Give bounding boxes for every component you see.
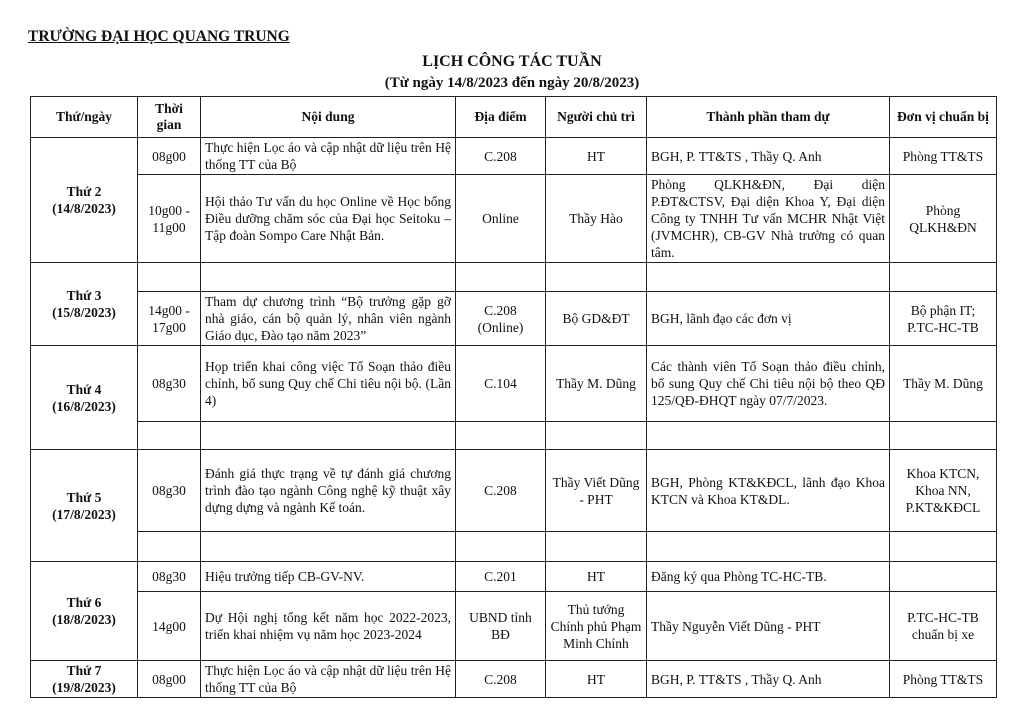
table-row bbox=[31, 138, 997, 175]
header-day: Thứ/ngày bbox=[31, 97, 138, 138]
table-row bbox=[31, 532, 997, 562]
host-cell: Thầy M. Dũng bbox=[546, 346, 647, 422]
table-row bbox=[31, 346, 997, 422]
place-cell bbox=[456, 532, 546, 562]
attendees-cell: BGH, P. TT&TS , Thầy Q. Anh bbox=[647, 138, 890, 175]
table-row bbox=[31, 562, 997, 592]
place-cell: C.208 bbox=[456, 138, 546, 175]
day-cell bbox=[31, 138, 138, 263]
day-name: Thứ 5 bbox=[66, 489, 102, 505]
prep-cell bbox=[890, 532, 997, 562]
day-date: (14/8/2023) bbox=[52, 201, 116, 216]
place-cell: C.104 bbox=[456, 346, 546, 422]
host-cell: Thầy Hào bbox=[546, 175, 647, 263]
table-row bbox=[31, 263, 997, 292]
prep-cell: P.TC-HC-TB chuẩn bị xe bbox=[890, 592, 997, 661]
prep-cell: Thầy M. Dũng bbox=[890, 346, 997, 422]
prep-cell bbox=[890, 263, 997, 292]
attendees-cell: BGH, lãnh đạo các đơn vị bbox=[647, 292, 890, 346]
time-cell: 08g30 bbox=[138, 346, 201, 422]
host-cell: HT bbox=[546, 562, 647, 592]
time-cell: 14g00 - 17g00 bbox=[138, 292, 201, 346]
day-date: (18/8/2023) bbox=[52, 612, 116, 627]
attendees-cell: Thầy Nguyễn Viết Dũng - PHT bbox=[647, 592, 890, 661]
attendees-cell: BGH, P. TT&TS , Thầy Q. Anh bbox=[647, 661, 890, 698]
table-row bbox=[31, 292, 997, 346]
table-row bbox=[31, 592, 997, 661]
host-cell: HT bbox=[546, 138, 647, 175]
content-cell: Họp triển khai công việc Tổ Soạn thảo điều chỉnh, bổ sung Quy chế Chi tiêu nội bộ. (Lần 4) bbox=[201, 346, 456, 422]
host-cell bbox=[546, 422, 647, 450]
header-prep: Đơn vị chuẩn bị bbox=[890, 97, 997, 138]
place-cell: C.208 bbox=[456, 450, 546, 532]
time-cell bbox=[138, 532, 201, 562]
attendees-cell bbox=[647, 532, 890, 562]
day-cell bbox=[31, 661, 138, 698]
content-cell bbox=[201, 263, 456, 292]
attendees-cell bbox=[647, 263, 890, 292]
place-cell bbox=[456, 263, 546, 292]
content-cell: Tham dự chương trình “Bộ trưởng gặp gỡ nhà giáo, cán bộ quản lý, nhân viên ngành Giáo dục, Đào tạo năm 2023” bbox=[201, 292, 456, 346]
host-cell: Bộ GD&ĐT bbox=[546, 292, 647, 346]
content-cell: Hiệu trưởng tiếp CB-GV-NV. bbox=[201, 562, 456, 592]
table-row bbox=[31, 175, 997, 263]
host-cell bbox=[546, 532, 647, 562]
day-name: Thứ 3 bbox=[66, 288, 102, 303]
day-name: Thứ 2 bbox=[66, 184, 102, 199]
host-cell: Thủ tướng Chính phủ Phạm Minh Chính bbox=[546, 592, 647, 661]
school-name: TRƯỜNG ĐẠI HỌC QUANG TRUNG bbox=[28, 28, 290, 45]
prep-cell: Khoa KTCN, Khoa NN, P.KT&KĐCL bbox=[890, 450, 997, 532]
place-cell: UBND tỉnh BĐ bbox=[456, 592, 546, 661]
place-cell: Online bbox=[456, 175, 546, 263]
time-cell bbox=[138, 422, 201, 450]
prep-cell: Phòng TT&TS bbox=[890, 138, 997, 175]
header-place: Địa điểm bbox=[456, 97, 546, 138]
day-name: Thứ 7 bbox=[66, 663, 102, 678]
time-cell: 08g00 bbox=[138, 138, 201, 175]
content-cell bbox=[201, 532, 456, 562]
attendees-cell: Phòng QLKH&ĐN, Đại diện P.ĐT&CTSV, Đại diện Khoa Y, Đại diện Công ty TNHH Tư vấn MCHR Nhật Việt (JVMCHR), CB-GV Nhà trường có quan tâm. bbox=[647, 175, 890, 263]
host-cell: Thầy Viết Dũng - PHT bbox=[546, 450, 647, 532]
schedule-table bbox=[30, 96, 997, 698]
time-cell: 08g00 bbox=[138, 661, 201, 698]
time-cell: 14g00 bbox=[138, 592, 201, 661]
attendees-cell: Các thành viên Tổ Soạn thảo điều chỉnh, bổ sung Quy chế Chi tiêu nội bộ theo QĐ 125/QĐ-ĐHQT ngày 07/7/2023. bbox=[647, 346, 890, 422]
header-host: Người chủ trì bbox=[546, 97, 647, 138]
day-cell bbox=[31, 263, 138, 346]
day-name: Thứ 4 bbox=[66, 381, 102, 397]
content-cell: Thực hiện Lọc áo và cập nhật dữ liệu trên Hệ thống TT của Bộ bbox=[201, 138, 456, 175]
header-content: Nội dung bbox=[201, 97, 456, 138]
day-cell bbox=[31, 450, 138, 562]
place-cell: C.208 (Online) bbox=[456, 292, 546, 346]
prep-cell bbox=[890, 422, 997, 450]
content-cell: Hội thảo Tư vấn du học Online về Học bổng Điều dưỡng chăm sóc của Đại học Seitoku – Tập đoàn Sompo Care Nhật Bản. bbox=[201, 175, 456, 263]
place-cell bbox=[456, 422, 546, 450]
page-title: LỊCH CÔNG TÁC TUẦN bbox=[422, 53, 602, 70]
table-row bbox=[31, 450, 997, 532]
header-attendees: Thành phần tham dự bbox=[647, 97, 890, 138]
place-cell: C.201 bbox=[456, 562, 546, 592]
content-cell: Đánh giá thực trạng về tự đánh giá chương trình đào tạo ngành Công nghệ kỹ thuật xây dựng dựng và ngành Kế toán. bbox=[201, 450, 456, 532]
attendees-cell: BGH, Phòng KT&KĐCL, lãnh đạo Khoa KTCN và Khoa KT&DL. bbox=[647, 450, 890, 532]
day-date: (15/8/2023) bbox=[52, 305, 116, 320]
attendees-cell bbox=[647, 422, 890, 450]
header-row bbox=[31, 97, 997, 138]
prep-cell bbox=[890, 562, 997, 592]
content-cell: Thực hiện Lọc áo và cập nhật dữ liệu trên Hệ thống TT của Bộ bbox=[201, 661, 456, 698]
time-cell: 08g30 bbox=[138, 562, 201, 592]
day-cell bbox=[31, 346, 138, 450]
table-row bbox=[31, 661, 997, 698]
time-cell bbox=[138, 263, 201, 292]
day-date: (19/8/2023) bbox=[52, 680, 116, 695]
content-cell: Dự Hội nghị tổng kết năm học 2022-2023, triển khai nhiệm vụ năm học 2023-2024 bbox=[201, 592, 456, 661]
day-date: (16/8/2023) bbox=[52, 398, 116, 414]
prep-cell: Bộ phận IT; P.TC-HC-TB bbox=[890, 292, 997, 346]
header-time: Thời gian bbox=[138, 97, 201, 138]
day-cell bbox=[31, 562, 138, 661]
table-row bbox=[31, 422, 997, 450]
page-subtitle: (Từ ngày 14/8/2023 đến ngày 20/8/2023) bbox=[384, 75, 640, 91]
prep-cell: Phòng TT&TS bbox=[890, 661, 997, 698]
day-date: (17/8/2023) bbox=[52, 506, 116, 522]
time-cell: 10g00 - 11g00 bbox=[138, 175, 201, 263]
time-cell: 08g30 bbox=[138, 450, 201, 532]
prep-cell: Phòng QLKH&ĐN bbox=[890, 175, 997, 263]
place-cell: C.208 bbox=[456, 661, 546, 698]
content-cell bbox=[201, 422, 456, 450]
day-name: Thứ 6 bbox=[66, 595, 102, 610]
attendees-cell: Đăng ký qua Phòng TC-HC-TB. bbox=[647, 562, 890, 592]
host-cell: HT bbox=[546, 661, 647, 698]
host-cell bbox=[546, 263, 647, 292]
